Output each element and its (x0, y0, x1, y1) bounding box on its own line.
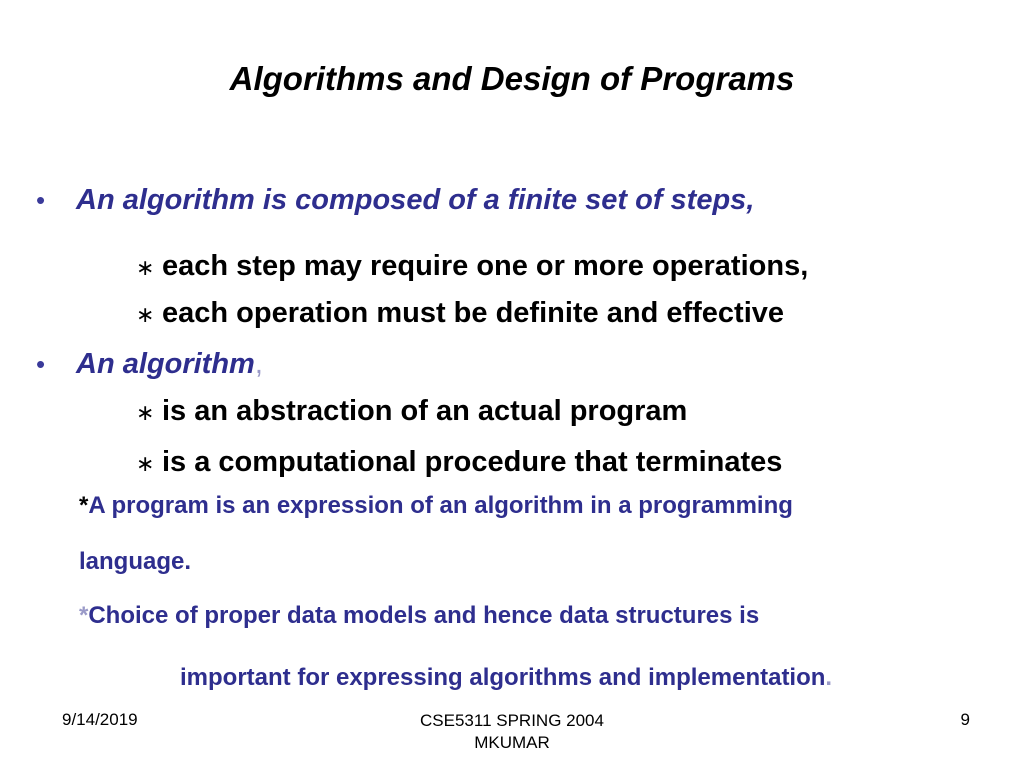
note-text: Choice of proper data models and hence data structures is (88, 602, 760, 629)
note-text: A program is an expression of an algorithm in a programming (88, 492, 793, 519)
footer-course (362, 710, 662, 754)
program-note-line-2: language. (79, 548, 192, 575)
note-period: . (825, 664, 833, 691)
bullet-dot-icon: • (36, 185, 46, 215)
asterisk-bullet-icon: ∗ (136, 451, 155, 476)
note-text: important for expressing algorithms and implementation (180, 664, 826, 691)
sub-item-text: each operation must be definite and effective (162, 297, 785, 329)
asterisk-bullet-icon: ∗ (136, 400, 155, 425)
asterisk-bullet-icon: ∗ (136, 302, 155, 327)
program-note-line-1 (79, 492, 793, 520)
sub-item-2-1 (136, 395, 687, 428)
bullet-item-2 (36, 348, 263, 381)
note-star: * (79, 602, 89, 629)
slide-title: Algorithms and Design of Programs (229, 60, 795, 97)
choice-note-line-1 (79, 602, 759, 630)
sub-item-1-1 (136, 250, 808, 283)
bullet-text-1: An algorithm is composed of a finite set of steps, (76, 184, 755, 216)
sub-item-text: is an abstraction of an actual program (162, 395, 688, 427)
sub-item-text: each step may require one or more operations, (162, 250, 809, 282)
footer-date: 9/14/2019 (62, 710, 138, 729)
bullet-dot-icon: • (36, 349, 46, 379)
sub-item-text: is a computational procedure that terminates (162, 446, 783, 478)
footer-course-line-1: CSE5311 SPRING 2004 (420, 711, 604, 730)
bullet-item-1 (36, 184, 754, 217)
asterisk-bullet-icon: ∗ (136, 255, 155, 280)
footer-course-line-2: MKUMAR (474, 733, 550, 752)
sub-item-1-2 (136, 297, 784, 330)
choice-note-line-2 (180, 664, 832, 692)
footer-page-number: 9 (960, 710, 970, 729)
note-star: * (79, 492, 89, 519)
sub-item-2-2 (136, 446, 782, 479)
bullet-text-2-suffix: , (254, 348, 263, 380)
bullet-text-2: An algorithm (76, 348, 255, 380)
